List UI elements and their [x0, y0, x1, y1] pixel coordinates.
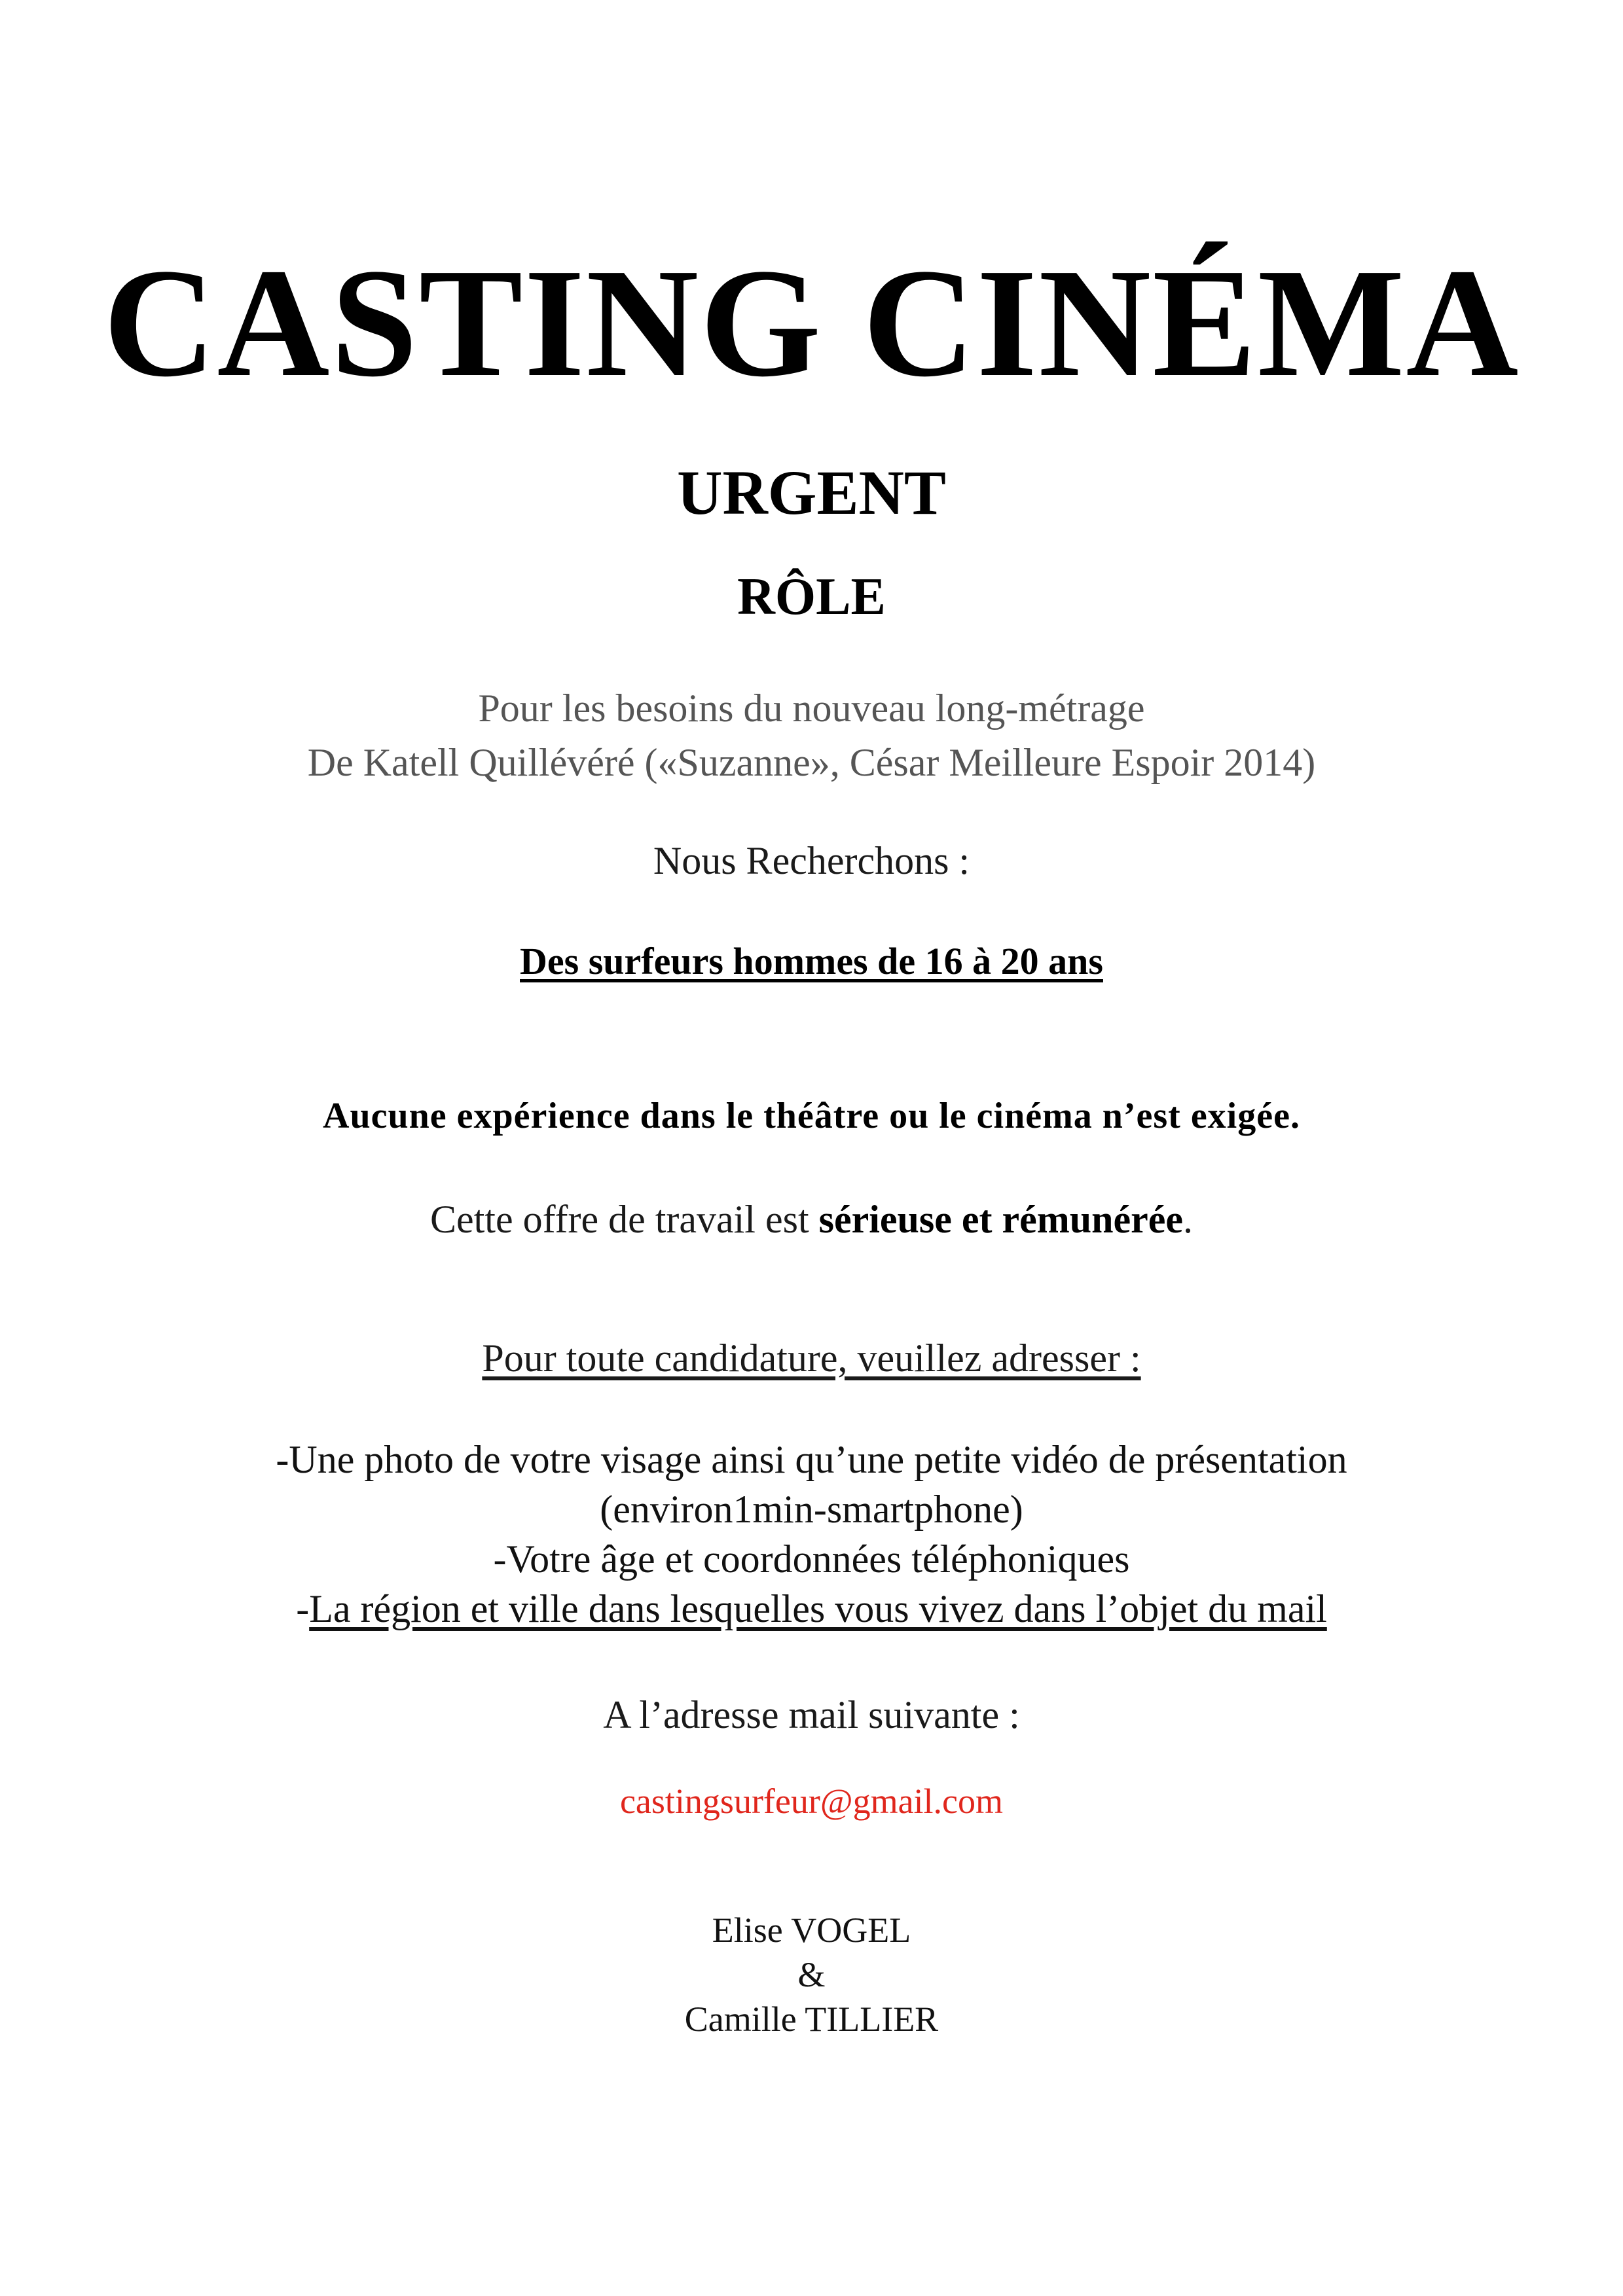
requirement-video-format: (environ1min-smartphone): [600, 1488, 1023, 1531]
role-heading: RÔLE: [737, 568, 886, 626]
application-heading: Pour toute candidature, veuillez adresser :: [482, 1336, 1141, 1380]
requirement-age-phone: -Votre âge et coordonnées téléphoniques: [493, 1537, 1130, 1581]
offer-suffix: .: [1183, 1198, 1194, 1241]
urgent-heading: URGENT: [677, 457, 946, 528]
signature-name-1: Elise VOGEL: [712, 1910, 911, 1950]
page-title: CASTING CINÉMA: [103, 237, 1520, 409]
profile-sought: Des surfeurs hommes de 16 à 20 ans: [520, 940, 1103, 982]
searching-label: Nous Recherchons :: [653, 839, 970, 882]
offer-statement: [0, 1200, 1623, 1239]
signature-ampersand: &: [797, 1955, 826, 1994]
address-label: A l’adresse mail suivante :: [603, 1693, 1020, 1736]
requirement-dash: -: [296, 1587, 310, 1630]
requirement-region-city: [0, 1589, 1623, 1628]
requirement-region-text: La région et ville dans lesquelles vous vivez dans l’objet du mail: [309, 1587, 1327, 1630]
offer-prefix: Cette offre de travail est: [429, 1198, 819, 1241]
contact-email[interactable]: castingsurfeur@gmail.com: [619, 1782, 1004, 1821]
signature-name-2: Camille TILLIER: [684, 2000, 939, 2039]
intro-line-1: Pour les besoins du nouveau long-métrage: [478, 687, 1145, 730]
offer-emphasis: sérieuse et rémunérée: [818, 1198, 1184, 1241]
experience-note: Aucune expérience dans le théâtre ou le cinéma n’est exigée.: [323, 1096, 1300, 1136]
requirement-photo-video: -Une photo de votre visage ainsi qu’une petite vidéo de présentation: [276, 1438, 1347, 1481]
intro-line-2: De Katell Quillévéré («Suzanne», César Meilleure Espoir 2014): [307, 741, 1316, 784]
